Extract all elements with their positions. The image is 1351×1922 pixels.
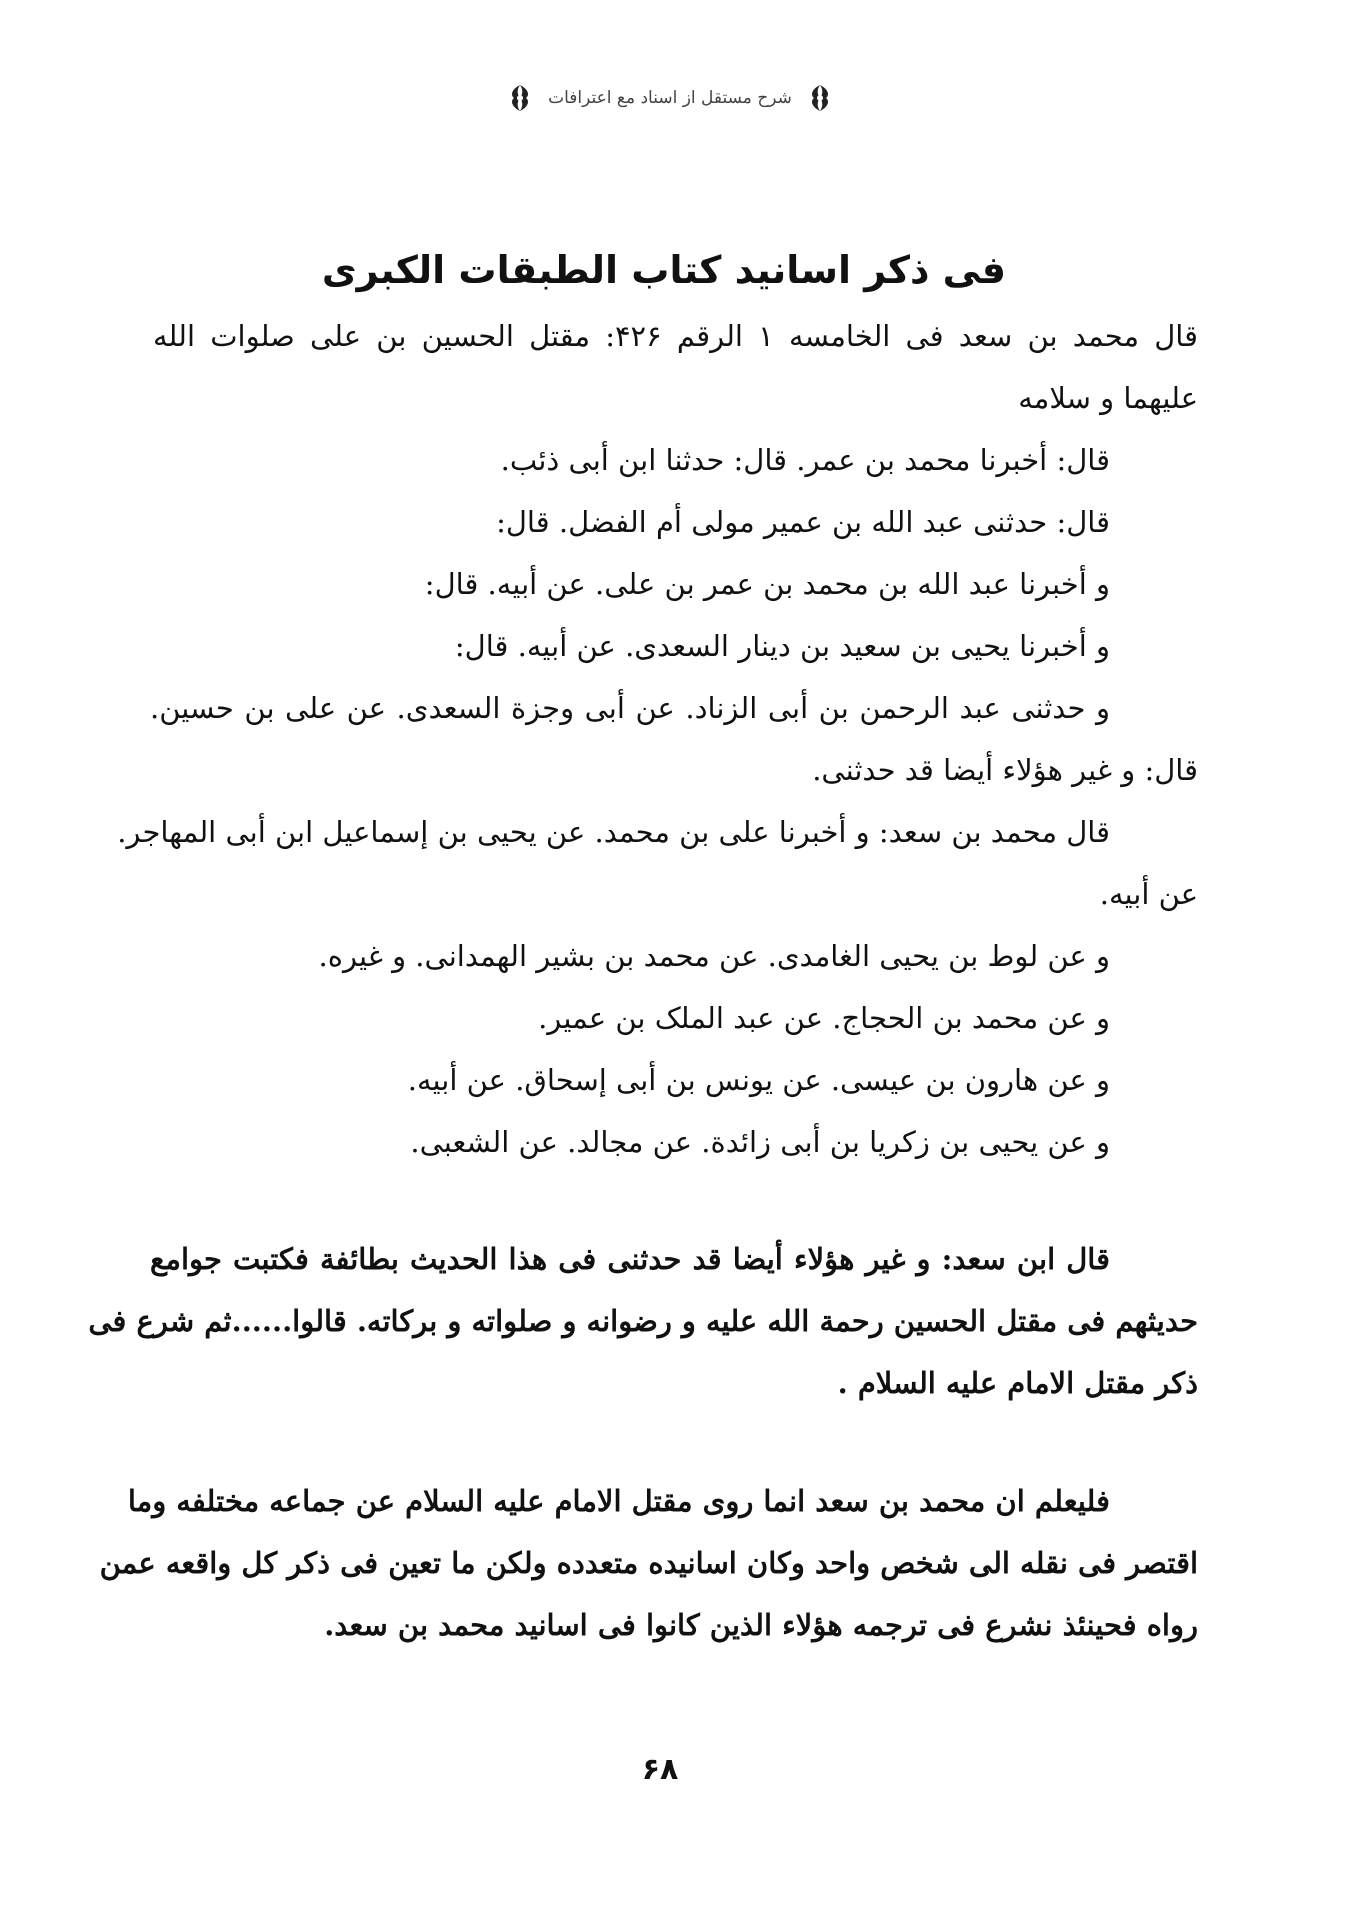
floral-ornament-icon <box>806 83 834 113</box>
text-line: فلیعلم ان محمد بن سعد انما روی مقتل الامام علیه السلام عن جماعه مختلفه وما <box>127 1484 1110 1518</box>
text-line: و عن هارون بن عیسی. عن یونس بن أبی إسحاق. عن أبیه. <box>407 1063 1110 1097</box>
text-line: و عن محمد بن الحجاج. عن عبد الملک بن عمیر. <box>538 1001 1110 1035</box>
page-number: ۶۸ <box>641 1752 679 1787</box>
text-line: اقتصر فی نقله الی شخص واحد وکان اسانیده متعدده ولکن ما تعین فی ذکر کل واقعه عمن <box>99 1546 1198 1580</box>
text-line: قال: و غیر هؤلاء أیضا قد حدثنی. <box>812 753 1198 787</box>
text-line: و حدثنی عبد الرحمن بن أبی الزناد. عن أبی وجزة السعدی. عن علی بن حسین. <box>150 691 1110 725</box>
running-header <box>430 78 910 118</box>
text-line: عن أبیه. <box>1099 877 1198 911</box>
text-line: قال: حدثنی عبد الله بن عمیر مولی أم الفضل. قال: <box>496 505 1110 539</box>
text-line: و عن یحیی بن زکریا بن أبی زائدة. عن مجالد. عن الشعبی. <box>410 1125 1110 1159</box>
text-line: قال: أخبرنا محمد بن عمر. قال: حدثنا ابن أبی ذئب. <box>500 443 1110 477</box>
text-line: علیهما و سلامه <box>1018 381 1198 415</box>
text-line: و أخبرنا عبد الله بن محمد بن عمر بن علی. عن أبیه. قال: <box>424 567 1110 601</box>
text-line: حدیثهم فی مقتل الحسین رحمة الله علیه و رضوانه و صلواته و برکاته. قالوا......ثم شرع فی <box>88 1304 1198 1338</box>
text-line: رواه فحینئذ نشرع فی ترجمه هؤلاء الذین کانوا فی اسانید محمد بن سعد. <box>324 1608 1198 1642</box>
text-line: قال ابن سعد: و غیر هؤلاء أیضا قد حدثنی فی هذا الحدیث بطائفة فکتبت جوامع <box>150 1242 1110 1276</box>
section-heading: فی ذکر اسانید کتاب الطبقات الکبری <box>321 248 1006 292</box>
text-line: ذکر مقتل الامام علیه السلام . <box>837 1366 1198 1400</box>
text-line: قال محمد بن سعد فی الخامسه ۱ الرقم ۴۲۶: مقتل الحسین بن علی صلوات الله <box>153 319 1199 353</box>
floral-ornament-icon <box>506 83 534 113</box>
running-title: شرح مستقل از اسناد مع اعترافات <box>548 88 792 108</box>
text-line: قال محمد بن سعد: و أخبرنا علی بن محمد. عن یحیی بن إسماعیل ابن أبی المهاجر. <box>117 815 1110 849</box>
text-line: و أخبرنا یحیی بن سعید بن دینار السعدی. عن أبیه. قال: <box>454 629 1110 663</box>
text-line: و عن لوط بن یحیی الغامدی. عن محمد بن بشیر الهمدانی. و غیره. <box>318 939 1110 973</box>
